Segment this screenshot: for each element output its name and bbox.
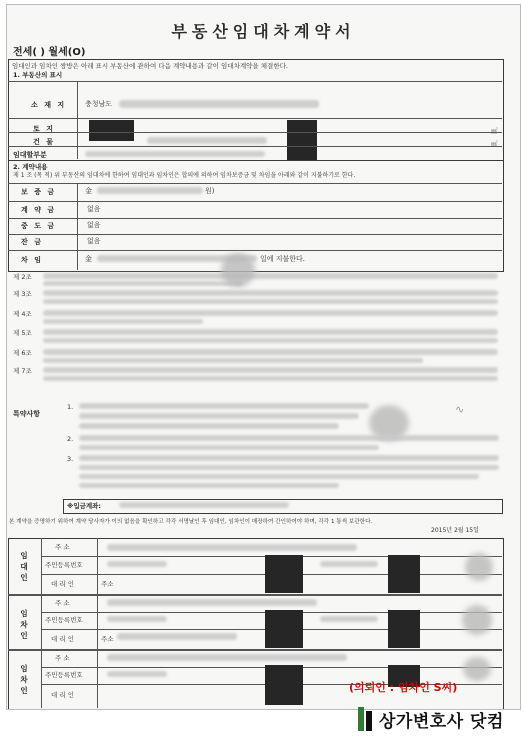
redacted-agent-name xyxy=(265,665,303,705)
redacted-tenant-id xyxy=(107,616,167,622)
redacted-land-area xyxy=(287,120,317,160)
divider xyxy=(8,234,502,235)
redacted-text xyxy=(43,329,498,335)
middle-fee-value: 없음 xyxy=(87,221,101,229)
row-id: 주민등록번호 xyxy=(45,671,83,679)
contract-fee-value: 없음 xyxy=(87,205,101,213)
redacted-text xyxy=(79,413,359,419)
redacted-text xyxy=(79,445,379,450)
redacted-text xyxy=(43,310,498,316)
redacted-tenant-phone xyxy=(388,610,420,648)
balance-value: 없음 xyxy=(87,237,101,245)
divider xyxy=(8,218,502,219)
rent-label: 차 임 xyxy=(21,256,43,264)
article-7: 제 7조 xyxy=(13,367,32,375)
redacted-text xyxy=(43,273,498,279)
divider xyxy=(8,201,502,202)
redacted-text xyxy=(79,403,369,409)
account-label: ※입금계좌: xyxy=(67,502,102,510)
row-address: 주 소 xyxy=(55,543,70,551)
redacted-text xyxy=(79,435,499,441)
redacted-tenant-rep xyxy=(117,633,237,640)
redacted-land xyxy=(89,120,134,141)
article-3: 제 3조 xyxy=(13,290,32,298)
divider xyxy=(8,146,502,147)
redacted-text xyxy=(320,616,378,622)
redacted-tenant-address xyxy=(107,599,317,606)
section2-title: 2. 계약내용 xyxy=(13,163,48,171)
redacted-text xyxy=(43,358,423,363)
requester-note: (의뢰인 : 임차인 S씨) xyxy=(349,681,458,694)
deposit-suffix: 원) xyxy=(205,187,215,195)
tenant-label: 임차인 xyxy=(20,609,28,640)
redacted-tenant-name xyxy=(265,610,303,648)
landlord-label: 임대인 xyxy=(20,551,28,582)
redacted-text xyxy=(43,299,498,304)
brand-name: 상가변호사 닷컴 xyxy=(379,711,504,732)
row-id: 주민등록번호 xyxy=(45,616,83,624)
redacted-text xyxy=(43,281,243,286)
contract-type: 전세( ) 월세(O) xyxy=(13,47,86,58)
article1-text: 제 1 조 (목 적) 위 부동산의 임대차에 한하여 임대인과 임차인은 합의에 의하여 임차보증금 및 차임을 아래와 같이 지불하기로 한다. xyxy=(13,172,356,179)
redacted-text xyxy=(79,474,479,479)
row-rep: 대 리 인 xyxy=(51,691,74,699)
special-item-2: 2. xyxy=(67,435,74,443)
agent-label: 임차인 xyxy=(20,664,28,695)
redacted-agent-id xyxy=(107,671,167,677)
article-6: 제 6조 xyxy=(13,349,32,357)
contract-document xyxy=(6,4,521,710)
redacted-landlord-id xyxy=(107,561,167,567)
rent-prefix: 金 xyxy=(85,255,92,263)
row-addr-short: 주소 xyxy=(101,580,114,588)
redacted-account xyxy=(119,502,289,508)
divider xyxy=(77,81,78,159)
article-4: 제 4조 xyxy=(13,310,32,318)
redacted-text xyxy=(43,338,498,343)
balance-label: 잔 금 xyxy=(21,238,43,246)
redacted-address xyxy=(119,100,319,108)
contract-fee-label: 계 약 금 xyxy=(21,206,57,214)
divider xyxy=(8,118,502,119)
redacted-text xyxy=(43,367,498,373)
closing-text: 본 계약을 증명하기 위하여 계약 당사자가 이의 없음을 확인하고 각각 서명날인 후 임대인, 임차인이 매장하여 간인하여야 하며, 각각 1 통씩 보관한다. xyxy=(9,519,373,525)
deposit-label: 보 증 금 xyxy=(21,188,57,196)
redacted-text xyxy=(43,376,498,381)
redacted-text xyxy=(79,423,339,429)
brand-logo xyxy=(358,705,504,733)
divider xyxy=(8,250,502,251)
redacted-text xyxy=(43,319,203,324)
divider xyxy=(97,538,98,708)
divider xyxy=(8,183,502,184)
divider xyxy=(8,594,502,596)
redacted-landlord-address xyxy=(107,544,357,551)
divider xyxy=(41,538,42,708)
intro-text: 임대인과 임차인 쌍방은 아래 표시 부동산에 관하여 다음 계약내용과 같이 임대차계약을 체결한다. xyxy=(12,62,288,70)
divider xyxy=(8,81,502,82)
redacted-seal xyxy=(463,657,491,681)
section1-title: 1. 부동산의 표시 xyxy=(13,71,63,79)
unit-m2: ㎡ xyxy=(491,127,498,135)
redacted-text xyxy=(79,455,499,461)
rented-part-label: 임대할부분 xyxy=(13,151,47,159)
redacted-text xyxy=(79,465,499,470)
location-label: 소 재 지 xyxy=(31,101,67,109)
book-logo-icon xyxy=(358,707,372,731)
redacted-agent-address xyxy=(107,654,347,661)
row-rep: 대 리 인 xyxy=(51,580,74,588)
redacted-stamp xyxy=(221,253,255,287)
redacted-text xyxy=(320,561,378,567)
land-label: 토 지 xyxy=(33,125,55,133)
special-item-1: 1. xyxy=(67,403,74,411)
redacted-deposit xyxy=(97,187,203,194)
unit-m2: ㎡ xyxy=(491,140,498,148)
row-rep: 대 리 인 xyxy=(51,635,74,643)
article-2: 제 2조 xyxy=(13,273,32,281)
row-address: 주 소 xyxy=(55,654,70,662)
document-title: 부동산임대차계약서 xyxy=(171,22,356,41)
redacted-text xyxy=(79,483,339,488)
article-5: 제 5조 xyxy=(13,329,32,337)
redacted-landlord-name xyxy=(265,555,303,593)
redacted-seal xyxy=(465,553,493,581)
divider xyxy=(8,649,502,651)
redacted-text xyxy=(43,349,498,355)
rent-suffix: 일에 지불한다. xyxy=(260,255,306,263)
redacted-landlord-phone xyxy=(388,555,420,593)
signature-scribble-icon: ∿ xyxy=(455,403,465,416)
row-id: 주민등록번호 xyxy=(45,561,83,569)
middle-fee-label: 중 도 금 xyxy=(21,222,57,230)
row-addr-short: 주소 xyxy=(101,635,114,643)
contract-date: 2015년 2월 15일 xyxy=(431,527,479,534)
divider xyxy=(8,132,502,133)
deposit-prefix: 金 xyxy=(85,187,92,195)
redacted-building xyxy=(147,137,267,144)
special-terms-label: 특약사항 xyxy=(13,410,41,418)
special-item-3: 3. xyxy=(67,455,74,463)
divider xyxy=(77,183,78,270)
redacted-seal xyxy=(462,605,492,635)
redacted-rented-part xyxy=(85,151,265,157)
building-label: 건 물 xyxy=(33,138,55,146)
location-value: 충청남도 xyxy=(85,100,113,108)
row-address: 주 소 xyxy=(55,599,70,607)
redacted-text xyxy=(43,290,498,296)
